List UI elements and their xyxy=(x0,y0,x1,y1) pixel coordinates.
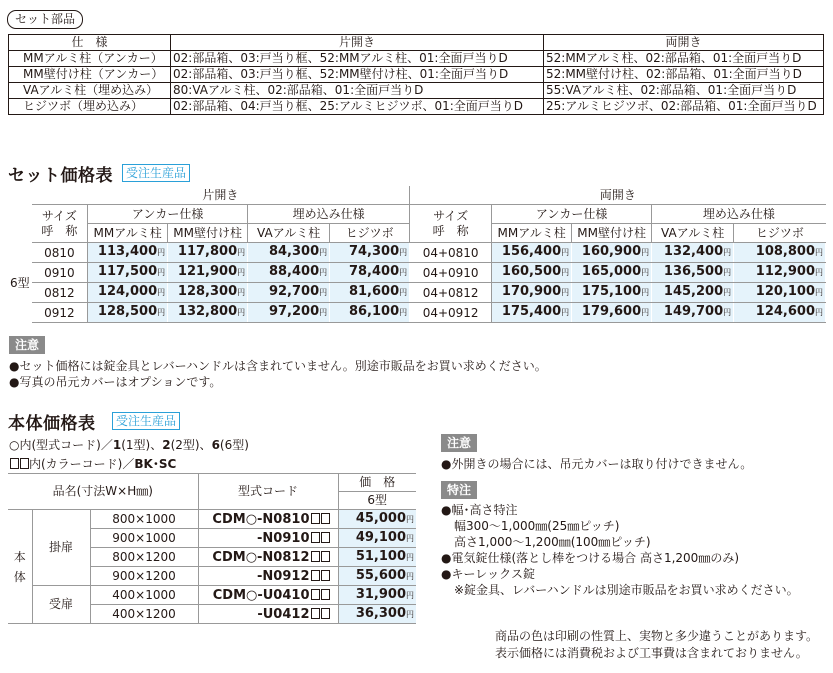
custom-order-label: 特注 xyxy=(441,481,477,499)
caution-line: ●外開きの場合には、吊元カバーは取り付けできません。 xyxy=(441,457,753,471)
size-cell: 0812 xyxy=(32,283,88,303)
caution-label-2: 注意 xyxy=(441,434,477,452)
parts-cell: 02:部品箱、03:戸当り框、52:MM壁付け柱、01:全面戸当りD xyxy=(171,67,544,83)
price-cell: 55,600円 xyxy=(338,567,416,586)
price-cell: 136,500円 xyxy=(652,263,734,283)
price-cell: 132,800円 xyxy=(168,303,248,323)
price-row xyxy=(8,263,826,283)
table-row xyxy=(9,83,824,99)
umekomi-header: 埋め込み仕様 xyxy=(248,205,410,224)
set-parts-label: セット部品 xyxy=(7,10,83,29)
price-cell: 51,100円 xyxy=(338,548,416,567)
code-cell: -U0412 xyxy=(198,605,338,624)
price-cell: 45,000円 xyxy=(338,510,416,529)
size-cell: 800×1000 xyxy=(90,510,198,529)
caution-label: 注意 xyxy=(9,336,45,354)
price-cell: 97,200円 xyxy=(248,303,330,323)
parts-cell: 25:アルミヒジツボ、02:部品箱、01:全面戸当りD xyxy=(544,99,824,115)
price-cell: 170,900円 xyxy=(492,283,572,303)
table-row xyxy=(9,99,824,115)
body-price-title: 本体価格表 xyxy=(8,414,96,434)
price-cell: 179,600円 xyxy=(572,303,652,323)
price-cell: 78,400円 xyxy=(330,263,410,283)
code-cell: -N0912 xyxy=(198,567,338,586)
set-price-table xyxy=(8,186,826,323)
size-header: サイズ 呼 称 xyxy=(32,205,88,243)
price-cell: 92,700円 xyxy=(248,283,330,303)
square-icon xyxy=(20,458,29,469)
size-cell: 0912 xyxy=(32,303,88,323)
price-cell: 124,600円 xyxy=(734,303,826,323)
caution-line: ●セット価格には錠金具とレバーハンドルは含まれていません。別途市販品をお買い求めください。 xyxy=(9,359,547,373)
size-cell: 900×1200 xyxy=(90,567,198,586)
spec-cell: VAアルミ柱（埋め込み） xyxy=(9,83,171,99)
table-row xyxy=(8,586,416,605)
price-cell: 175,400円 xyxy=(492,303,572,323)
table-row xyxy=(8,510,416,529)
code-cell: CDM○-U0410 xyxy=(198,586,338,605)
size-cell: 0910 xyxy=(32,263,88,283)
square-icon xyxy=(10,458,19,469)
price-cell: 132,400円 xyxy=(652,243,734,263)
code-cell: CDM○-N0812 xyxy=(198,548,338,567)
header-type: 6型 xyxy=(338,492,416,510)
col-hijitsubo: ヒジツボ xyxy=(734,224,826,243)
katabiraki-header: 片開き xyxy=(32,186,410,205)
anchor-header: アンカー仕様 xyxy=(88,205,248,224)
price-cell: 149,700円 xyxy=(652,303,734,323)
price-cell: 117,800円 xyxy=(168,243,248,263)
price-cell: 36,300円 xyxy=(338,605,416,624)
size-cell: 04+0810 xyxy=(410,243,492,263)
price-cell: 121,900円 xyxy=(168,263,248,283)
feature-line: ※錠金具、レバーハンドルは別途市販品をお買い求めください。 xyxy=(454,583,799,597)
col-mm-aluminum: MMアルミ柱 xyxy=(492,224,572,243)
sub-label-kakedobira: 掛扉 xyxy=(32,510,90,586)
footer-line: 表示価格には消費税および工事費は含まれておりません。 xyxy=(495,646,808,660)
price-cell: 86,100円 xyxy=(330,303,410,323)
price-cell: 117,500円 xyxy=(88,263,168,283)
header-name: 品名(寸法W×H㎜) xyxy=(8,474,198,510)
made-to-order-tag: 受注生産品 xyxy=(122,164,190,182)
footer-line: 商品の色は印刷の性質上、実物と多少違うことがあります。 xyxy=(495,629,819,643)
group-label: 本体 xyxy=(8,510,32,624)
size-cell: 04+0812 xyxy=(410,283,492,303)
feature-line: ●キーレックス錠 xyxy=(441,567,535,581)
size-cell: 0810 xyxy=(32,243,88,263)
price-cell: 128,300円 xyxy=(168,283,248,303)
price-cell: 160,500円 xyxy=(492,263,572,283)
feature-line: ●電気錠仕様(落とし棒をつける場合 高さ1,200㎜のみ) xyxy=(441,551,740,565)
col-va-aluminum: VAアルミ柱 xyxy=(248,224,330,243)
caution-line: ●写真の吊元カバーはオプションです。 xyxy=(9,375,222,389)
type-label: 6型 xyxy=(10,275,30,290)
price-cell: 74,300円 xyxy=(330,243,410,263)
size-cell: 400×1200 xyxy=(90,605,198,624)
price-cell: 128,500円 xyxy=(88,303,168,323)
feature-line: ●幅･高さ特注 xyxy=(441,503,518,517)
size-cell: 04+0910 xyxy=(410,263,492,283)
feature-line: 幅300～1,000㎜(25㎜ピッチ) xyxy=(454,519,620,533)
price-cell: 145,200円 xyxy=(652,283,734,303)
header-ryobiraki: 両開き xyxy=(544,35,824,51)
size-cell: 900×1000 xyxy=(90,529,198,548)
parts-cell: 52:MM壁付け柱、02:部品箱、01:全面戸当りD xyxy=(544,67,824,83)
parts-cell: 52:MMアルミ柱、02:部品箱、01:全面戸当りD xyxy=(544,51,824,67)
price-cell: 175,100円 xyxy=(572,283,652,303)
table-row xyxy=(9,67,824,83)
parts-cell: 55:VAアルミ柱、02:部品箱、01:全面戸当りD xyxy=(544,83,824,99)
anchor-header: アンカー仕様 xyxy=(492,205,652,224)
legend-color-code: 内(カラーコード)／BK･SC xyxy=(9,456,176,472)
price-cell: 112,900円 xyxy=(734,263,826,283)
header-price: 価 格 xyxy=(338,474,416,492)
header-katabiraki: 片開き xyxy=(171,35,544,51)
size-cell: 400×1000 xyxy=(90,586,198,605)
legend-model-code: ○内(型式コード)／1(1型)、2(2型)、6(6型) xyxy=(9,438,249,452)
price-cell: 113,400円 xyxy=(88,243,168,263)
col-mm-wall: MM壁付け柱 xyxy=(168,224,248,243)
price-cell: 108,800円 xyxy=(734,243,826,263)
size-cell: 800×1200 xyxy=(90,548,198,567)
price-cell: 160,900円 xyxy=(572,243,652,263)
code-cell: -N0910 xyxy=(198,529,338,548)
feature-line: 高さ1,000～1,200㎜(100㎜ピッチ) xyxy=(454,535,651,549)
col-va-aluminum: VAアルミ柱 xyxy=(652,224,734,243)
price-cell: 165,000円 xyxy=(572,263,652,283)
price-cell: 81,600円 xyxy=(330,283,410,303)
set-parts-table xyxy=(8,34,824,115)
price-row xyxy=(8,283,826,303)
size-cell: 04+0912 xyxy=(410,303,492,323)
col-mm-wall: MM壁付け柱 xyxy=(572,224,652,243)
umekomi-header: 埋め込み仕様 xyxy=(652,205,826,224)
spec-cell: MMアルミ柱（アンカー） xyxy=(9,51,171,67)
header-code: 型式コード xyxy=(198,474,338,510)
table-header-row xyxy=(9,35,824,51)
spec-cell: ヒジツボ（埋め込み） xyxy=(9,99,171,115)
made-to-order-tag: 受注生産品 xyxy=(112,412,180,430)
sub-label-ukedobira: 受扉 xyxy=(32,586,90,624)
size-header: サイズ 呼 称 xyxy=(410,205,492,243)
parts-cell: 02:部品箱、04:戸当り框、25:アルミヒジツボ、01:全面戸当りD xyxy=(171,99,544,115)
price-row xyxy=(8,303,826,323)
price-cell: 84,300円 xyxy=(248,243,330,263)
price-cell: 156,400円 xyxy=(492,243,572,263)
price-row xyxy=(8,243,826,263)
parts-cell: 02:部品箱、03:戸当り框、52:MMアルミ柱、01:全面戸当りD xyxy=(171,51,544,67)
ryobiraki-header: 両開き xyxy=(410,186,826,205)
col-hijitsubo: ヒジツボ xyxy=(330,224,410,243)
code-cell: CDM○-N0810 xyxy=(198,510,338,529)
parts-cell: 80:VAアルミ柱、02:部品箱、01:全面戸当りD xyxy=(171,83,544,99)
table-row xyxy=(9,51,824,67)
price-cell: 120,100円 xyxy=(734,283,826,303)
col-mm-aluminum: MMアルミ柱 xyxy=(88,224,168,243)
header-spec: 仕 様 xyxy=(9,35,171,51)
body-price-table xyxy=(8,473,416,624)
price-cell: 31,900円 xyxy=(338,586,416,605)
price-cell: 49,100円 xyxy=(338,529,416,548)
price-cell: 88,400円 xyxy=(248,263,330,283)
spec-cell: MM壁付け柱（アンカー） xyxy=(9,67,171,83)
set-price-title: セット価格表 xyxy=(8,166,113,186)
price-cell: 124,000円 xyxy=(88,283,168,303)
